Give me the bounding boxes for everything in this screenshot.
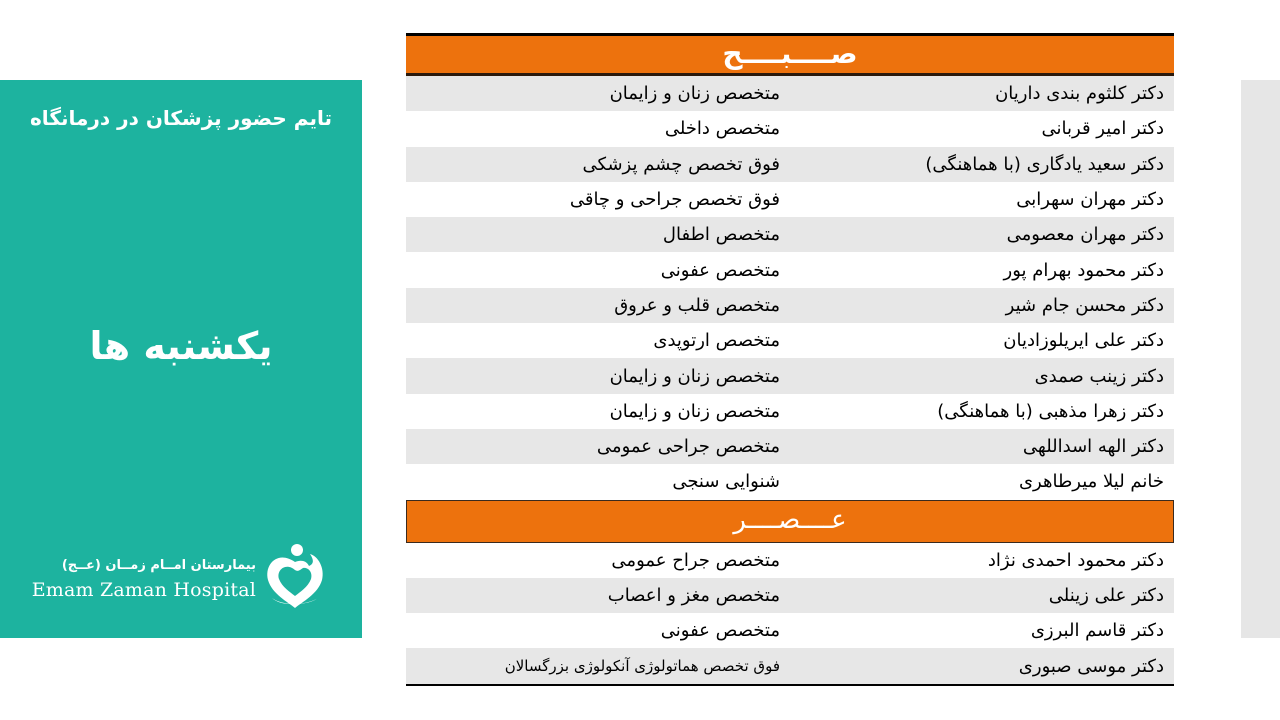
table-row <box>406 323 1174 358</box>
doctor-specialty: متخصص قلب و عروق <box>614 294 780 316</box>
doctor-name: دکتر سعید یادگاری (با هماهنگی) <box>925 153 1164 175</box>
schedule-table <box>406 33 1174 686</box>
table-row <box>406 252 1174 287</box>
doctor-specialty: متخصص اطفال <box>662 224 780 246</box>
doctor-specialty: متخصص مغز و اعصاب <box>607 585 780 606</box>
doctor-name: دکتر قاسم البرزی <box>1030 620 1164 642</box>
table-bottom-border <box>406 684 1174 686</box>
table-row <box>406 648 1174 683</box>
doctor-name: دکتر الهه اسداللهی <box>1022 436 1164 458</box>
table-row <box>406 358 1174 393</box>
doctor-name: دکتر کلثوم بندی داریان <box>995 83 1164 105</box>
doctor-specialty: متخصص ارتوپدی <box>653 330 780 352</box>
table-row <box>406 288 1174 323</box>
doctor-name: دکتر مهران معصومی <box>1006 224 1164 246</box>
table-row <box>406 464 1174 499</box>
afternoon-rows <box>406 543 1174 684</box>
heart-logo-icon <box>262 542 328 612</box>
table-row <box>406 429 1174 464</box>
doctor-name: دکتر علی زینلی <box>1048 585 1164 606</box>
doctor-specialty: متخصص جراحی عمومی <box>596 436 780 458</box>
table-row <box>406 182 1174 217</box>
table-row <box>406 543 1174 578</box>
doctor-name: دکتر موسی صبوری <box>1018 655 1164 677</box>
table-row <box>406 76 1174 111</box>
morning-rows <box>406 76 1174 500</box>
doctor-name: دکتر محمود احمدی نژاد <box>987 549 1164 571</box>
logo-name-fa: بیمارستان امــام زمــان (عــج) <box>61 558 256 573</box>
doctor-specialty: شنوایی سنجی <box>672 471 780 493</box>
table-row <box>406 394 1174 429</box>
doctor-name: دکتر زهرا مذهبی (با هماهنگی) <box>937 400 1164 422</box>
doctor-specialty: متخصص جراح عمومی <box>611 549 780 571</box>
table-row <box>406 613 1174 648</box>
doctor-specialty: متخصص عفونی <box>660 620 780 642</box>
afternoon-header: عــــصــــر <box>406 500 1174 543</box>
doctor-specialty: فوق تخصص جراحی و چاقی <box>569 189 780 211</box>
doctor-name: دکتر مهران سهرابی <box>1016 189 1164 211</box>
table-row <box>406 147 1174 182</box>
doctor-specialty: فوق تخصص چشم پزشکی <box>582 153 780 175</box>
right-decor-bar <box>1241 80 1280 638</box>
side-panel <box>0 80 362 638</box>
doctor-specialty: متخصص داخلی <box>664 118 780 140</box>
doctor-name: دکتر زینب صمدی <box>1034 365 1164 387</box>
table-row <box>406 217 1174 252</box>
hospital-logo <box>31 542 328 612</box>
doctor-specialty: متخصص زنان و زایمان <box>609 365 780 387</box>
doctor-name: دکتر علی ایریلوزادیان <box>1003 330 1164 352</box>
doctor-specialty: متخصص عفونی <box>660 259 780 281</box>
doctor-name: دکتر محسن جام شیر <box>1005 294 1164 316</box>
doctor-specialty: متخصص زنان و زایمان <box>609 83 780 105</box>
morning-header: صــــبــــح <box>406 33 1174 76</box>
doctor-name: دکتر محمود بهرام پور <box>1003 259 1164 281</box>
doctor-name: خانم لیلا میرطاهری <box>1018 471 1164 493</box>
table-row <box>406 578 1174 613</box>
doctor-specialty: فوق تخصص هماتولوژی آنکولوژی بزرگسالان <box>504 657 780 676</box>
doctor-name: دکتر امیر قربانی <box>1041 118 1164 140</box>
page-title: تایم حضور پزشکان در درمانگاه <box>30 106 332 130</box>
logo-name-en: Emam Zaman Hospital <box>31 579 256 601</box>
day-label: یکشنبه ها <box>89 324 273 368</box>
doctor-specialty: متخصص زنان و زایمان <box>609 400 780 422</box>
table-row <box>406 111 1174 146</box>
